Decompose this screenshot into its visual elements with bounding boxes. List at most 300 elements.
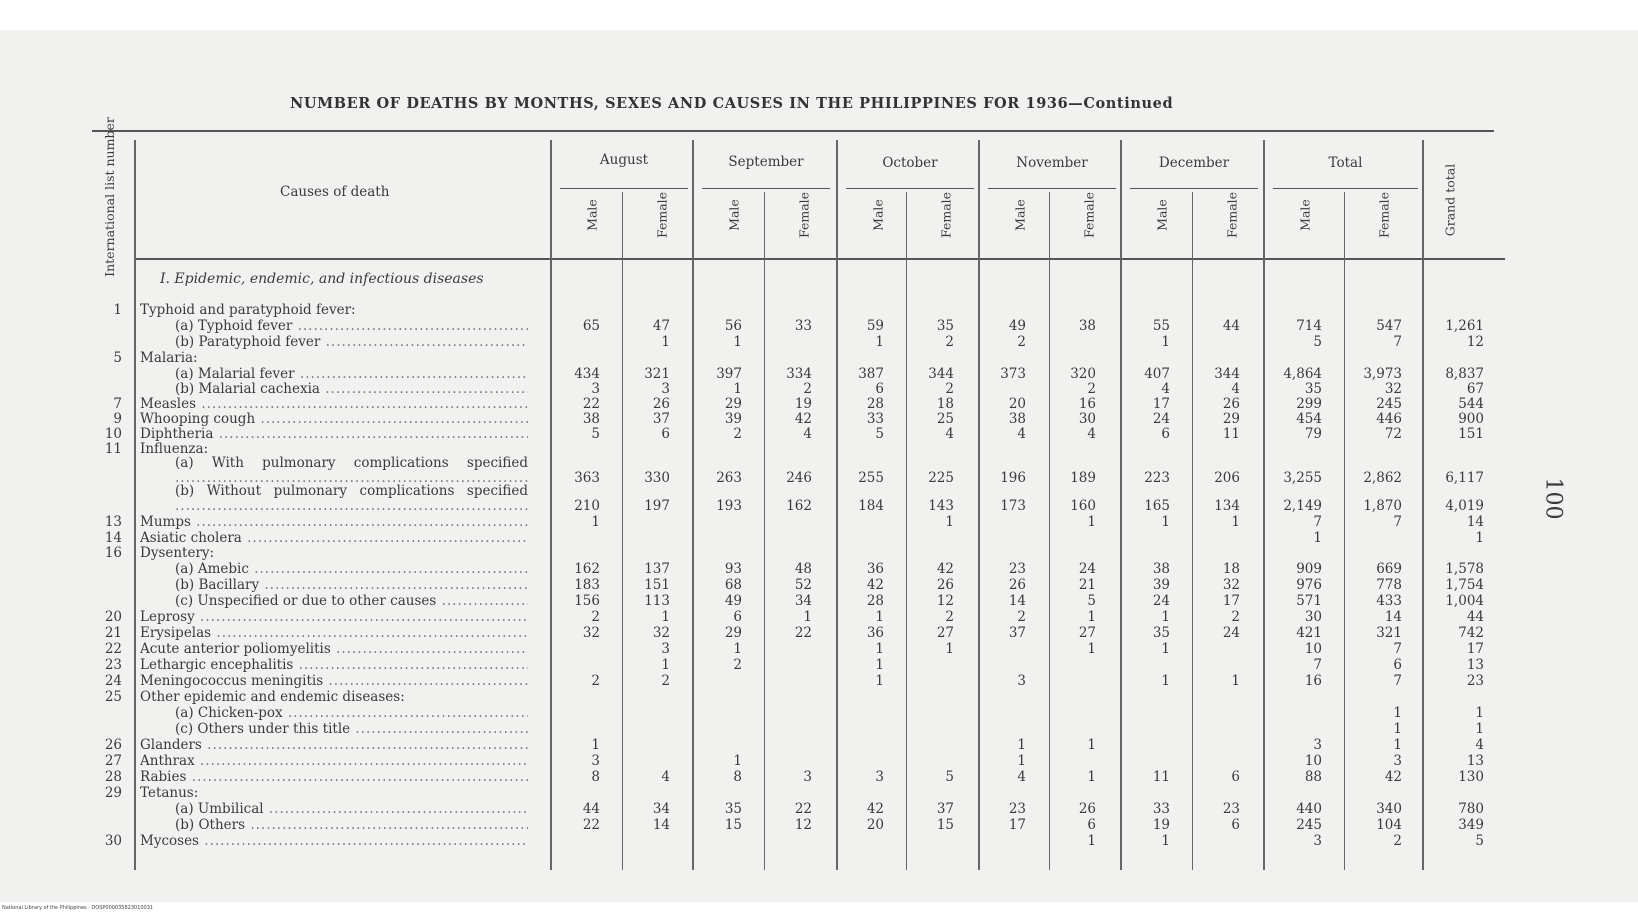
- value-cell: 246: [786, 470, 812, 486]
- value-cell: 17: [1152, 396, 1170, 412]
- value-cell: 26: [1222, 396, 1240, 412]
- value-cell: 2: [803, 381, 812, 397]
- value-cell: 7: [1393, 641, 1402, 657]
- table-row: [0, 411, 1638, 427]
- value-cell: 2: [1231, 609, 1240, 625]
- male-subheader: Male: [726, 199, 742, 231]
- month-header-august: August: [599, 152, 649, 168]
- value-cell: 38: [1078, 318, 1096, 334]
- table-row: [0, 641, 1638, 657]
- table-row: [0, 817, 1638, 833]
- value-cell: 387: [858, 366, 884, 382]
- value-cell: 1: [945, 641, 954, 657]
- value-cell: 3: [1017, 673, 1026, 689]
- value-cell: 49: [724, 593, 742, 609]
- value-cell: 2: [945, 334, 954, 350]
- value-cell: 160: [1070, 498, 1096, 514]
- value-cell: 340: [1376, 801, 1402, 817]
- value-cell: 44: [1222, 318, 1240, 334]
- value-cell: 52: [794, 577, 812, 593]
- value-cell: 1: [661, 334, 670, 350]
- table-row: [0, 593, 1638, 609]
- value-cell: 2,149: [1283, 498, 1322, 514]
- value-cell: 29: [724, 396, 742, 412]
- intl-list-number-header: International list number: [102, 117, 118, 277]
- value-cell: 8: [733, 769, 742, 785]
- value-cell: 344: [928, 366, 954, 382]
- value-cell: 225: [928, 470, 954, 486]
- value-cell: 407: [1144, 366, 1170, 382]
- value-cell: 16: [1304, 673, 1322, 689]
- value-cell: 1,578: [1445, 561, 1484, 577]
- value-cell: 189: [1070, 470, 1096, 486]
- month-header-october: October: [882, 155, 938, 171]
- value-cell: 44: [582, 801, 600, 817]
- cause-label: (a) With pulmonary complications specified .....: [175, 456, 528, 486]
- value-cell: 23: [1008, 561, 1026, 577]
- cause-label: Acute anterior poliomyelitis .....: [140, 641, 528, 657]
- value-cell: 134: [1214, 498, 1240, 514]
- value-cell: 3: [1313, 737, 1322, 753]
- female-subheader: Female: [1224, 191, 1240, 239]
- value-cell: 1: [1393, 737, 1402, 753]
- value-cell: 3: [803, 769, 812, 785]
- female-subheader: Female: [938, 191, 954, 239]
- value-cell: 1: [1161, 334, 1170, 350]
- value-cell: 30: [1078, 411, 1096, 427]
- value-cell: 1: [1161, 514, 1170, 530]
- value-cell: 3: [661, 641, 670, 657]
- value-cell: 1: [1087, 769, 1096, 785]
- value-cell: 32: [652, 625, 670, 641]
- value-cell: 26: [1008, 577, 1026, 593]
- cause-label: (a) Chicken-pox .....: [175, 705, 528, 721]
- value-cell: 3: [875, 769, 884, 785]
- value-cell: 37: [936, 801, 954, 817]
- value-cell: 162: [786, 498, 812, 514]
- value-cell: 42: [1384, 769, 1402, 785]
- value-cell: 22: [582, 817, 600, 833]
- value-cell: 17: [1008, 817, 1026, 833]
- value-cell: 72: [1384, 426, 1402, 442]
- value-cell: 2: [1393, 833, 1402, 849]
- table-row: [0, 426, 1638, 442]
- value-cell: 151: [644, 577, 670, 593]
- value-cell: 56: [724, 318, 742, 334]
- value-cell: 6: [733, 609, 742, 625]
- value-cell: 4,019: [1445, 498, 1484, 514]
- value-cell: 18: [1222, 561, 1240, 577]
- male-subheader: Male: [1297, 199, 1313, 231]
- value-cell: 8,837: [1445, 366, 1484, 382]
- value-cell: 1: [661, 609, 670, 625]
- table-row: [0, 441, 1638, 457]
- value-cell: 26: [936, 577, 954, 593]
- value-cell: 197: [644, 498, 670, 514]
- value-cell: 38: [1152, 561, 1170, 577]
- intl-number: 5: [113, 350, 122, 366]
- male-subheader: Male: [584, 199, 600, 231]
- intl-number: 11: [104, 441, 122, 457]
- cause-label: Mumps .....: [140, 514, 528, 530]
- value-cell: 24: [1152, 593, 1170, 609]
- cause-label: (a) Umbilical .....: [175, 801, 528, 817]
- table-row: [0, 705, 1638, 721]
- value-cell: 1: [875, 334, 884, 350]
- month-header-november: November: [1016, 155, 1088, 171]
- value-cell: 714: [1296, 318, 1322, 334]
- table-row: [0, 625, 1638, 641]
- value-cell: 28: [866, 593, 884, 609]
- value-cell: 434: [574, 366, 600, 382]
- value-cell: 2: [733, 657, 742, 673]
- table-row: [0, 530, 1638, 546]
- value-cell: 1: [1393, 705, 1402, 721]
- value-cell: 47: [652, 318, 670, 334]
- cause-label: (b) Paratyphoid fever .....: [175, 334, 528, 350]
- value-cell: 65: [582, 318, 600, 334]
- top-rule: [92, 130, 1494, 132]
- value-cell: 13: [1466, 753, 1484, 769]
- value-cell: 3,255: [1283, 470, 1322, 486]
- table-row: [0, 396, 1638, 412]
- intl-number: 20: [104, 609, 122, 625]
- value-cell: 5: [875, 426, 884, 442]
- value-cell: 35: [1152, 625, 1170, 641]
- value-cell: 547: [1376, 318, 1402, 334]
- value-cell: 130: [1458, 769, 1484, 785]
- cause-label: Leprosy .....: [140, 609, 528, 625]
- table-row: [0, 484, 1638, 514]
- value-cell: 79: [1304, 426, 1322, 442]
- value-cell: 44: [1466, 609, 1484, 625]
- value-cell: 27: [1078, 625, 1096, 641]
- value-cell: 6: [1393, 657, 1402, 673]
- value-cell: 2: [945, 609, 954, 625]
- value-cell: 19: [1152, 817, 1170, 833]
- value-cell: 1: [1475, 530, 1484, 546]
- table-row: [0, 689, 1638, 705]
- table-row: [0, 350, 1638, 366]
- cause-label: Dysentery:: [140, 545, 215, 561]
- value-cell: 33: [794, 318, 812, 334]
- value-cell: 1: [1231, 514, 1240, 530]
- female-subheader: Female: [796, 191, 812, 239]
- value-cell: 255: [858, 470, 884, 486]
- value-cell: 68: [724, 577, 742, 593]
- cause-label: (a) Malarial fever .....: [175, 366, 528, 382]
- value-cell: 7: [1313, 657, 1322, 673]
- cause-label: Whooping cough .....: [140, 411, 528, 427]
- cause-label: Typhoid and paratyphoid fever:: [140, 302, 356, 318]
- value-cell: 5: [1313, 334, 1322, 350]
- value-cell: 2: [1017, 334, 1026, 350]
- value-cell: 3: [1313, 833, 1322, 849]
- value-cell: 4: [803, 426, 812, 442]
- value-cell: 67: [1466, 381, 1484, 397]
- value-cell: 669: [1376, 561, 1402, 577]
- value-cell: 32: [1384, 381, 1402, 397]
- value-cell: 2: [1087, 381, 1096, 397]
- value-cell: 1: [1017, 753, 1026, 769]
- value-cell: 162: [574, 561, 600, 577]
- value-cell: 14: [652, 817, 670, 833]
- value-cell: 344: [1214, 366, 1240, 382]
- value-cell: 1: [733, 334, 742, 350]
- value-cell: 2: [591, 609, 600, 625]
- value-cell: 11: [1222, 426, 1240, 442]
- value-cell: 14: [1008, 593, 1026, 609]
- cause-label: (b) Malarial cachexia .....: [175, 381, 528, 397]
- value-cell: 33: [1152, 801, 1170, 817]
- value-cell: 15: [724, 817, 742, 833]
- value-cell: 32: [1222, 577, 1240, 593]
- value-cell: 1,754: [1445, 577, 1484, 593]
- table-row: [0, 577, 1638, 593]
- table-row: [0, 737, 1638, 753]
- value-cell: 6: [1161, 426, 1170, 442]
- value-cell: 184: [858, 498, 884, 514]
- value-cell: 363: [574, 470, 600, 486]
- value-cell: 173: [1000, 498, 1026, 514]
- value-cell: 17: [1222, 593, 1240, 609]
- header-bottom-rule: [135, 258, 1505, 260]
- value-cell: 55: [1152, 318, 1170, 334]
- value-cell: 59: [866, 318, 884, 334]
- value-cell: 223: [1144, 470, 1170, 486]
- table-row: [0, 302, 1638, 318]
- value-cell: 433: [1376, 593, 1402, 609]
- value-cell: 321: [1376, 625, 1402, 641]
- value-cell: 4: [1017, 769, 1026, 785]
- value-cell: 26: [1078, 801, 1096, 817]
- value-cell: 38: [582, 411, 600, 427]
- value-cell: 22: [794, 625, 812, 641]
- cause-label: (a) Typhoid fever .....: [175, 318, 528, 334]
- female-subheader: Female: [654, 191, 670, 239]
- grand-total-header: Grand total: [1442, 163, 1458, 237]
- value-cell: 544: [1458, 396, 1484, 412]
- value-cell: 2: [733, 426, 742, 442]
- value-cell: 4: [1231, 381, 1240, 397]
- table-row: [0, 381, 1638, 397]
- value-cell: 321: [644, 366, 670, 382]
- value-cell: 26: [652, 396, 670, 412]
- value-cell: 137: [644, 561, 670, 577]
- intl-number: 7: [113, 396, 122, 412]
- value-cell: 900: [1458, 411, 1484, 427]
- value-cell: 39: [724, 411, 742, 427]
- female-subheader: Female: [1376, 191, 1392, 239]
- male-subheader: Male: [870, 199, 886, 231]
- intl-number: 16: [104, 545, 122, 561]
- value-cell: 88: [1304, 769, 1322, 785]
- value-cell: 23: [1466, 673, 1484, 689]
- value-cell: 27: [936, 625, 954, 641]
- table-row: [0, 833, 1638, 849]
- value-cell: 6: [1087, 817, 1096, 833]
- intl-number: 28: [104, 769, 122, 785]
- value-cell: 21: [1078, 577, 1096, 593]
- value-cell: 1: [661, 657, 670, 673]
- male-subheader: Male: [1012, 199, 1028, 231]
- value-cell: 245: [1296, 817, 1322, 833]
- value-cell: 2,862: [1363, 470, 1402, 486]
- value-cell: 1: [1313, 530, 1322, 546]
- value-cell: 104: [1376, 817, 1402, 833]
- value-cell: 113: [644, 593, 670, 609]
- value-cell: 20: [1008, 396, 1026, 412]
- value-cell: 15: [936, 817, 954, 833]
- value-cell: 5: [1087, 593, 1096, 609]
- value-cell: 7: [1393, 334, 1402, 350]
- value-cell: 7: [1313, 514, 1322, 530]
- value-cell: 1,870: [1363, 498, 1402, 514]
- value-cell: 12: [936, 593, 954, 609]
- value-cell: 42: [866, 577, 884, 593]
- value-cell: 36: [866, 625, 884, 641]
- value-cell: 2: [1017, 609, 1026, 625]
- intl-number: 29: [104, 785, 122, 801]
- value-cell: 1: [733, 753, 742, 769]
- cause-label: (b) Others .....: [175, 817, 528, 833]
- value-cell: 780: [1458, 801, 1484, 817]
- value-cell: 49: [1008, 318, 1026, 334]
- value-cell: 1: [875, 609, 884, 625]
- value-cell: 10: [1304, 753, 1322, 769]
- intl-number: 14: [104, 530, 122, 546]
- value-cell: 299: [1296, 396, 1322, 412]
- value-cell: 35: [724, 801, 742, 817]
- value-cell: 742: [1458, 625, 1484, 641]
- footer-credit: National Library of the Philippines · DOSP000035823010031: [2, 905, 154, 911]
- value-cell: 263: [716, 470, 742, 486]
- value-cell: 18: [936, 396, 954, 412]
- value-cell: 320: [1070, 366, 1096, 382]
- table-row: [0, 609, 1638, 625]
- value-cell: 1,261: [1445, 318, 1484, 334]
- table-title: NUMBER OF DEATHS BY MONTHS, SEXES AND CAUSES IN THE PHILIPPINES FOR 1936—Continued: [290, 95, 1174, 112]
- female-subheader: Female: [1081, 191, 1097, 239]
- value-cell: 6: [661, 426, 670, 442]
- intl-number: 26: [104, 737, 122, 753]
- value-cell: 1: [945, 514, 954, 530]
- male-subheader: Male: [1154, 199, 1170, 231]
- value-cell: 3: [591, 381, 600, 397]
- cause-label: Diphtheria .....: [140, 426, 528, 442]
- value-cell: 245: [1376, 396, 1402, 412]
- value-cell: 37: [1008, 625, 1026, 641]
- value-cell: 42: [794, 411, 812, 427]
- value-cell: 4: [945, 426, 954, 442]
- value-cell: 23: [1008, 801, 1026, 817]
- value-cell: 1,004: [1445, 593, 1484, 609]
- value-cell: 1: [1475, 705, 1484, 721]
- value-cell: 6: [1231, 817, 1240, 833]
- value-cell: 17: [1466, 641, 1484, 657]
- value-cell: 1: [875, 673, 884, 689]
- value-cell: 3,973: [1363, 366, 1402, 382]
- value-cell: 7: [1393, 673, 1402, 689]
- value-cell: 1: [1087, 609, 1096, 625]
- intl-number: 30: [104, 833, 122, 849]
- cause-label: Lethargic encephalitis .....: [140, 657, 528, 673]
- value-cell: 2: [945, 381, 954, 397]
- cause-label: Other epidemic and endemic diseases:: [140, 689, 405, 705]
- value-cell: 14: [1384, 609, 1402, 625]
- value-cell: 3: [1393, 753, 1402, 769]
- value-cell: 1: [591, 737, 600, 753]
- intl-number: 24: [104, 673, 122, 689]
- cause-label: Asiatic cholera .....: [140, 530, 528, 546]
- value-cell: 196: [1000, 470, 1026, 486]
- intl-number: 1: [113, 302, 122, 318]
- value-cell: 35: [1304, 381, 1322, 397]
- value-cell: 37: [652, 411, 670, 427]
- table-row: [0, 721, 1638, 737]
- value-cell: 210: [574, 498, 600, 514]
- intl-number: 9: [113, 411, 122, 427]
- value-cell: 454: [1296, 411, 1322, 427]
- value-cell: 39: [1152, 577, 1170, 593]
- value-cell: 34: [794, 593, 812, 609]
- value-cell: 1: [1161, 641, 1170, 657]
- value-cell: 35: [936, 318, 954, 334]
- value-cell: 22: [582, 396, 600, 412]
- month-header-total: Total: [1328, 155, 1363, 171]
- value-cell: 6: [875, 381, 884, 397]
- cause-label: Malaria:: [140, 350, 198, 366]
- cause-label: (c) Others under this title .....: [175, 721, 528, 737]
- value-cell: 421: [1296, 625, 1322, 641]
- value-cell: 4: [1475, 737, 1484, 753]
- value-cell: 29: [724, 625, 742, 641]
- value-cell: 7: [1393, 514, 1402, 530]
- value-cell: 42: [866, 801, 884, 817]
- value-cell: 16: [1078, 396, 1096, 412]
- value-cell: 206: [1214, 470, 1240, 486]
- value-cell: 373: [1000, 366, 1026, 382]
- table-row: [0, 769, 1638, 785]
- value-cell: 24: [1078, 561, 1096, 577]
- value-cell: 1: [875, 657, 884, 673]
- value-cell: 1: [803, 609, 812, 625]
- month-header-september: September: [728, 154, 804, 170]
- value-cell: 778: [1376, 577, 1402, 593]
- cause-label: Influenza:: [140, 441, 209, 457]
- value-cell: 151: [1458, 426, 1484, 442]
- value-cell: 3: [661, 381, 670, 397]
- value-cell: 909: [1296, 561, 1322, 577]
- value-cell: 976: [1296, 577, 1322, 593]
- intl-number: 23: [104, 657, 122, 673]
- value-cell: 23: [1222, 801, 1240, 817]
- cause-label: (a) Amebic .....: [175, 561, 528, 577]
- value-cell: 34: [652, 801, 670, 817]
- value-cell: 10: [1304, 641, 1322, 657]
- value-cell: 183: [574, 577, 600, 593]
- value-cell: 1: [1087, 833, 1096, 849]
- value-cell: 48: [794, 561, 812, 577]
- value-cell: 1: [875, 641, 884, 657]
- value-cell: 349: [1458, 817, 1484, 833]
- cause-label: Meningococcus meningitis .....: [140, 673, 528, 689]
- cause-label: Rabies .....: [140, 769, 528, 785]
- table-row: [0, 561, 1638, 577]
- value-cell: 22: [794, 801, 812, 817]
- value-cell: 330: [644, 470, 670, 486]
- value-cell: 12: [1466, 334, 1484, 350]
